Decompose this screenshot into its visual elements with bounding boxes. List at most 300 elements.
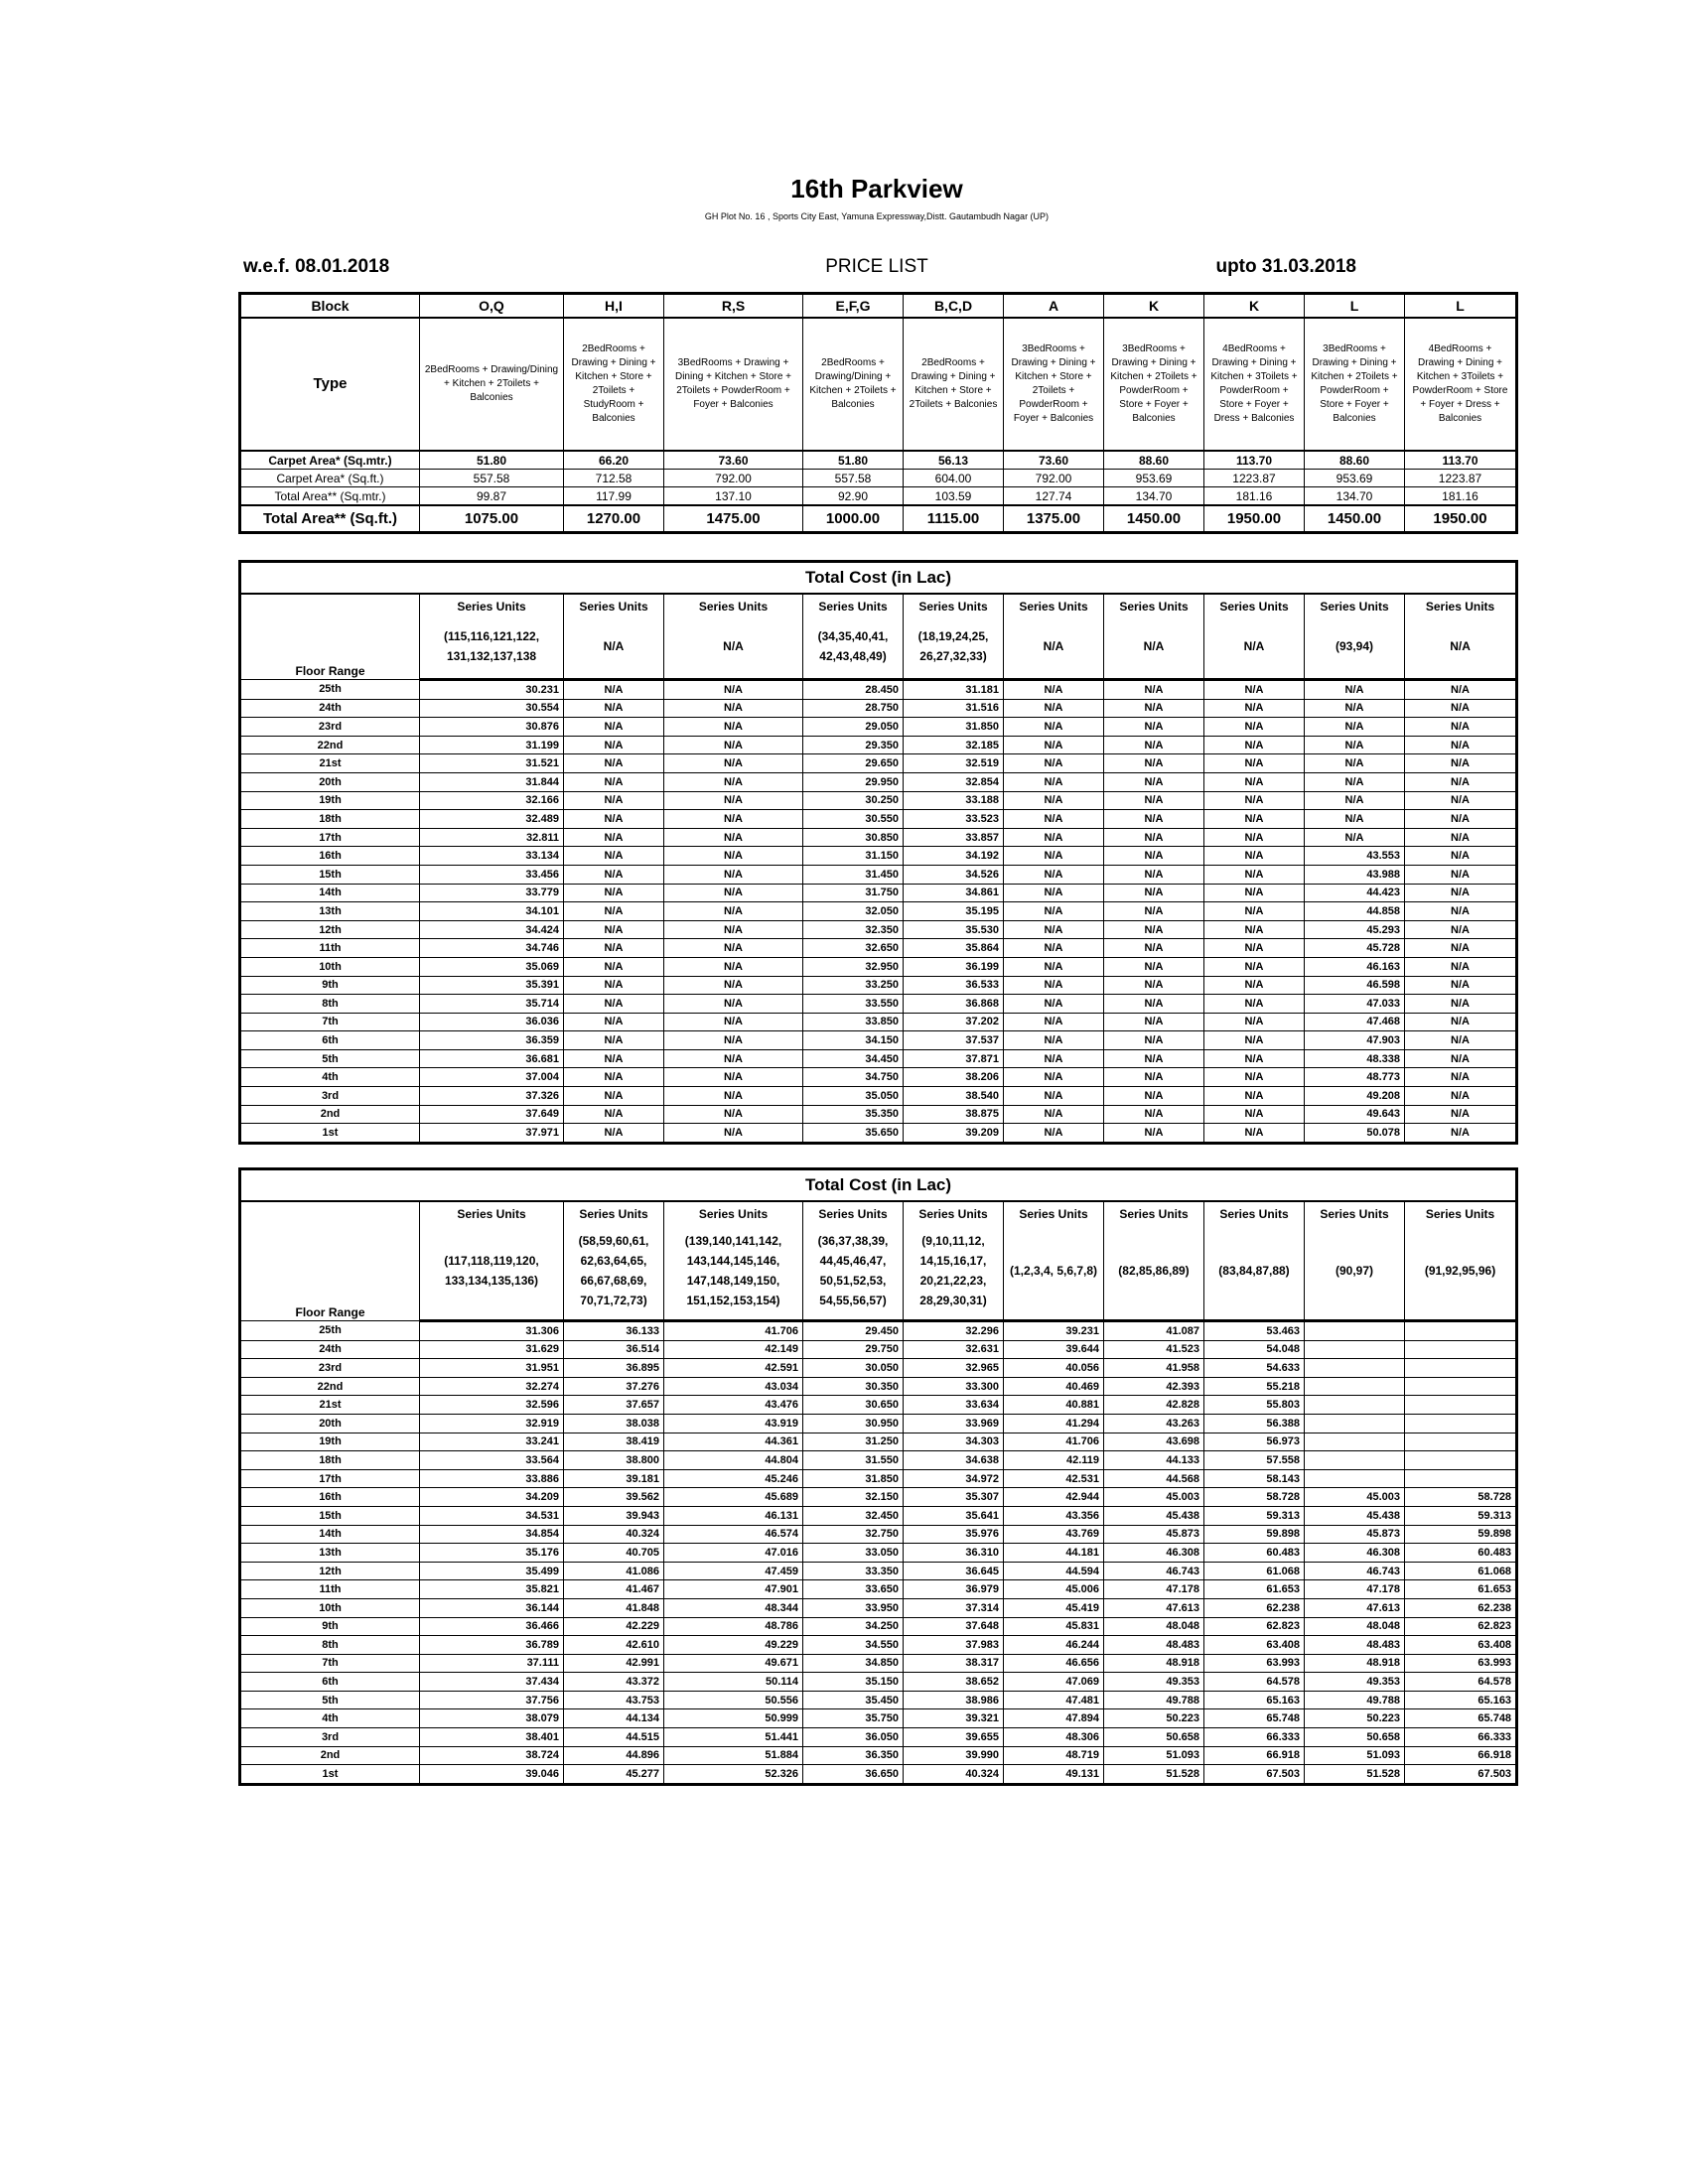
cost-value: 36.681 (420, 1049, 564, 1068)
cost-value: N/A (1004, 754, 1104, 773)
cost-value: 38.079 (420, 1709, 564, 1728)
total-area-value: 1375.00 (1004, 505, 1104, 533)
cost-value: 48.483 (1305, 1636, 1405, 1655)
cost-value: N/A (564, 828, 664, 847)
cost-value: 37.971 (420, 1124, 564, 1144)
cost-value: N/A (1405, 1068, 1517, 1087)
table-row (240, 828, 1517, 847)
floor-label: 9th (240, 976, 420, 995)
cost-value: 47.069 (1004, 1673, 1104, 1692)
cost-value: 61.653 (1204, 1580, 1305, 1599)
cost-value: N/A (1104, 1087, 1204, 1106)
cost-value: 32.489 (420, 810, 564, 829)
table-row (240, 772, 1517, 791)
cost-value: 32.050 (803, 902, 904, 921)
cost-value: N/A (1004, 1049, 1104, 1068)
floor-label: 16th (240, 847, 420, 866)
cost-value: 38.724 (420, 1746, 564, 1765)
cost-value: N/A (564, 847, 664, 866)
cost-value: 37.314 (904, 1598, 1004, 1617)
cost-value: 35.499 (420, 1562, 564, 1580)
cost-value: 46.574 (664, 1525, 803, 1544)
cost-value: 34.531 (420, 1506, 564, 1525)
floor-label: 21st (240, 754, 420, 773)
cost-value: 37.983 (904, 1636, 1004, 1655)
cost-value: N/A (664, 1068, 803, 1087)
floor-label: 8th (240, 1636, 420, 1655)
cost-value: N/A (664, 995, 803, 1014)
cost-value: 32.631 (904, 1340, 1004, 1359)
cost-value: N/A (1305, 736, 1405, 754)
cost-value: 34.250 (803, 1617, 904, 1636)
unit-number-range: (117,118,119,120, 133,134,135,136) (420, 1222, 564, 1321)
floor-label: 16th (240, 1488, 420, 1507)
cost-value: 46.308 (1104, 1544, 1204, 1563)
cost-value: N/A (1204, 995, 1305, 1014)
cost-value: 29.750 (803, 1340, 904, 1359)
cost-value: 34.192 (904, 847, 1004, 866)
cost-value: 49.131 (1004, 1765, 1104, 1785)
total-area-row (240, 505, 1517, 533)
area-value: 792.00 (1004, 470, 1104, 487)
cost-value: 59.898 (1204, 1525, 1305, 1544)
cost-value: 36.645 (904, 1562, 1004, 1580)
cost-value: 35.150 (803, 1673, 904, 1692)
series-units-label: Series Units (1004, 594, 1104, 614)
cost-caption-row (240, 562, 1517, 595)
block-header: A (1004, 294, 1104, 319)
cost-value: 34.150 (803, 1031, 904, 1050)
cost-value: 37.276 (564, 1377, 664, 1396)
cost-value: 46.244 (1004, 1636, 1104, 1655)
cost-value: N/A (564, 736, 664, 754)
cost-value: N/A (1204, 920, 1305, 939)
cost-value: 32.750 (803, 1525, 904, 1544)
cost-value: N/A (664, 902, 803, 921)
floor-label: 13th (240, 1544, 420, 1563)
cost-value: N/A (664, 847, 803, 866)
cost-value: 38.800 (564, 1451, 664, 1470)
cost-value: 43.372 (564, 1673, 664, 1692)
cost-value: 37.434 (420, 1673, 564, 1692)
cost-value: 32.519 (904, 754, 1004, 773)
cost-value: N/A (664, 957, 803, 976)
cost-value: 44.515 (564, 1728, 664, 1747)
cost-value: 44.133 (1104, 1451, 1204, 1470)
cost-value: 61.068 (1405, 1562, 1517, 1580)
cost-value: 35.176 (420, 1544, 564, 1563)
cost-value: 33.969 (904, 1414, 1004, 1433)
cost-value: 32.650 (803, 939, 904, 958)
cost-value (1405, 1433, 1517, 1451)
cost-value: 32.296 (904, 1321, 1004, 1341)
cost-value: 45.419 (1004, 1598, 1104, 1617)
cost-value: N/A (1104, 699, 1204, 718)
cost-value: 39.562 (564, 1488, 664, 1507)
cost-value: N/A (664, 810, 803, 829)
cost-value: 30.876 (420, 718, 564, 737)
cost-value: N/A (1104, 1068, 1204, 1087)
cost-value: 33.634 (904, 1396, 1004, 1415)
table-row (240, 1728, 1517, 1747)
table-row (240, 1544, 1517, 1563)
cost-value: 34.854 (420, 1525, 564, 1544)
cost-value: 55.218 (1204, 1377, 1305, 1396)
total-area-value: 1475.00 (664, 505, 803, 533)
cost-value: 42.393 (1104, 1377, 1204, 1396)
cost-value: 56.388 (1204, 1414, 1305, 1433)
cost-value: N/A (1305, 680, 1405, 700)
cost-value: 38.038 (564, 1414, 664, 1433)
cost-value: N/A (1405, 754, 1517, 773)
cost-value: 41.086 (564, 1562, 664, 1580)
cost-value: 50.556 (664, 1691, 803, 1709)
series-units-label: Series Units (1405, 594, 1517, 614)
cost-value: 36.466 (420, 1617, 564, 1636)
cost-value: N/A (1104, 1124, 1204, 1144)
cost-value: N/A (1405, 791, 1517, 810)
cost-value: 60.483 (1204, 1544, 1305, 1563)
area-value: 127.74 (1004, 487, 1104, 506)
cost-value: N/A (564, 865, 664, 884)
table-row (240, 1013, 1517, 1031)
cost-value: 31.951 (420, 1359, 564, 1378)
cost-value: 37.649 (420, 1105, 564, 1124)
cost-value: 33.950 (803, 1598, 904, 1617)
cost-value: N/A (1405, 847, 1517, 866)
table-row (240, 1617, 1517, 1636)
floor-label: 22nd (240, 736, 420, 754)
series-units-label: Series Units (803, 594, 904, 614)
block-header: L (1305, 294, 1405, 319)
area-value: 56.13 (904, 451, 1004, 470)
area-value: 604.00 (904, 470, 1004, 487)
cost-value: 36.050 (803, 1728, 904, 1747)
cost-value: 33.241 (420, 1433, 564, 1451)
cost-value: N/A (564, 976, 664, 995)
cost-value: N/A (1405, 680, 1517, 700)
unit-type-description: 2BedRooms + Drawing + Dining + Kitchen + Store + 2Toilets + Balconies (904, 318, 1004, 451)
cost-value: 28.750 (803, 699, 904, 718)
cost-value: 64.578 (1204, 1673, 1305, 1692)
table-row (240, 810, 1517, 829)
cost-value: 42.119 (1004, 1451, 1104, 1470)
area-value: 88.60 (1104, 451, 1204, 470)
cost-value (1405, 1469, 1517, 1488)
series-units-row (240, 594, 1517, 614)
cost-value: N/A (664, 865, 803, 884)
floor-label: 10th (240, 1598, 420, 1617)
unit-number-range: (36,37,38,39, 44,45,46,47, 50,51,52,53, 54,55,56,57) (803, 1222, 904, 1321)
table-row (240, 1488, 1517, 1507)
cost-value: 50.114 (664, 1673, 803, 1692)
floor-label: 5th (240, 1049, 420, 1068)
cost-value: 30.231 (420, 680, 564, 700)
block-header: R,S (664, 294, 803, 319)
cost-value: N/A (564, 939, 664, 958)
cost-value: 37.004 (420, 1068, 564, 1087)
cost-value: N/A (664, 1105, 803, 1124)
cost-value: 49.229 (664, 1636, 803, 1655)
cost-value: 32.965 (904, 1359, 1004, 1378)
cost-value: 51.884 (664, 1746, 803, 1765)
cost-value: 62.823 (1405, 1617, 1517, 1636)
total-cost-table-2 (238, 1167, 1518, 1786)
area-value: 134.70 (1305, 487, 1405, 506)
area-label: Carpet Area* (Sq.mtr.) (240, 451, 420, 470)
cost-value: 51.441 (664, 1728, 803, 1747)
unit-number-range: (115,116,121,122, 131,132,137,138 (420, 614, 564, 680)
area-value: 113.70 (1204, 451, 1305, 470)
cost-value: 39.046 (420, 1765, 564, 1785)
cost-value: 40.324 (564, 1525, 664, 1544)
cost-value: N/A (664, 699, 803, 718)
cost-value: N/A (1004, 828, 1104, 847)
table-row (240, 1396, 1517, 1415)
unit-number-range: (18,19,24,25, 26,27,32,33) (904, 614, 1004, 680)
cost-value: 39.321 (904, 1709, 1004, 1728)
cost-value: N/A (1004, 1087, 1104, 1106)
cost-value: 59.313 (1405, 1506, 1517, 1525)
cost-value: 49.353 (1305, 1673, 1405, 1692)
unit-type-description: 3BedRooms + Drawing + Dining + Kitchen + Store + 2Toilets + PowderRoom + Foyer + Balconies (664, 318, 803, 451)
cost-value: 60.483 (1405, 1544, 1517, 1563)
cost-value: 31.521 (420, 754, 564, 773)
cost-value: N/A (1004, 699, 1104, 718)
cost-value: N/A (564, 1124, 664, 1144)
cost-value: 37.202 (904, 1013, 1004, 1031)
cost-value: 46.308 (1305, 1544, 1405, 1563)
cost-value: 43.034 (664, 1377, 803, 1396)
cost-value: 38.875 (904, 1105, 1004, 1124)
cost-value: N/A (1004, 1031, 1104, 1050)
series-units-label: Series Units (904, 1201, 1004, 1222)
table-row (240, 1636, 1517, 1655)
cost-value: N/A (1104, 902, 1204, 921)
cost-value: 45.293 (1305, 920, 1405, 939)
area-value: 99.87 (420, 487, 564, 506)
cost-value: 66.333 (1405, 1728, 1517, 1747)
cost-value: 41.706 (664, 1321, 803, 1341)
cost-value: 31.850 (803, 1469, 904, 1488)
floor-label: 2nd (240, 1746, 420, 1765)
cost-value: 36.979 (904, 1580, 1004, 1599)
cost-value: 50.223 (1305, 1709, 1405, 1728)
table-row (240, 920, 1517, 939)
cost-value: 30.850 (803, 828, 904, 847)
cost-value: N/A (1204, 957, 1305, 976)
cost-value: 50.658 (1104, 1728, 1204, 1747)
cost-value: N/A (664, 791, 803, 810)
cost-value: 38.317 (904, 1654, 1004, 1673)
cost-value: N/A (564, 772, 664, 791)
cost-value: 42.229 (564, 1617, 664, 1636)
cost-value: 44.568 (1104, 1469, 1204, 1488)
table-row (240, 718, 1517, 737)
cost-value: 48.338 (1305, 1049, 1405, 1068)
cost-value: 31.306 (420, 1321, 564, 1341)
cost-value: N/A (664, 828, 803, 847)
cost-value: 51.528 (1305, 1765, 1405, 1785)
cost-value: 48.048 (1305, 1617, 1405, 1636)
cost-value: 39.990 (904, 1746, 1004, 1765)
cost-value: 35.650 (803, 1124, 904, 1144)
cost-value (1305, 1433, 1405, 1451)
cost-value: N/A (1305, 810, 1405, 829)
cost-value: N/A (1405, 736, 1517, 754)
cost-value: 48.719 (1004, 1746, 1104, 1765)
cost-value: 36.895 (564, 1359, 664, 1378)
cost-value: 45.003 (1104, 1488, 1204, 1507)
cost-value (1305, 1451, 1405, 1470)
cost-value: 62.823 (1204, 1617, 1305, 1636)
cost-value: 32.854 (904, 772, 1004, 791)
table-row (240, 1654, 1517, 1673)
total-area-value: 1950.00 (1204, 505, 1305, 533)
cost-value: 50.078 (1305, 1124, 1405, 1144)
cost-value: 53.463 (1204, 1321, 1305, 1341)
series-units-label: Series Units (420, 1201, 564, 1222)
floor-label: 15th (240, 865, 420, 884)
cost-value: 42.531 (1004, 1469, 1104, 1488)
cost-value: 45.728 (1305, 939, 1405, 958)
series-units-label: Series Units (564, 1201, 664, 1222)
cost-value: 31.516 (904, 699, 1004, 718)
cost-value: 34.746 (420, 939, 564, 958)
block-header: B,C,D (904, 294, 1004, 319)
cost-value: 48.918 (1305, 1654, 1405, 1673)
unit-number-range: N/A (564, 614, 664, 680)
cost-value: 33.857 (904, 828, 1004, 847)
area-value: 953.69 (1104, 470, 1204, 487)
cost-value: N/A (664, 680, 803, 700)
cost-value: 38.540 (904, 1087, 1004, 1106)
cost-value: 67.503 (1204, 1765, 1305, 1785)
cost-value: 34.450 (803, 1049, 904, 1068)
table-row (240, 1049, 1517, 1068)
cost-value: 30.250 (803, 791, 904, 810)
cost-value: 47.178 (1104, 1580, 1204, 1599)
cost-value: 33.300 (904, 1377, 1004, 1396)
cost-value: 50.999 (664, 1709, 803, 1728)
cost-value: N/A (1104, 810, 1204, 829)
cost-value: N/A (1204, 1087, 1305, 1106)
cost-value: N/A (1104, 680, 1204, 700)
block-row (240, 294, 1517, 319)
cost-value: 31.450 (803, 865, 904, 884)
unit-type-description: 3BedRooms + Drawing + Dining + Kitchen + Store + 2Toilets + PowderRoom + Foyer + Balconies (1004, 318, 1104, 451)
cost-value: N/A (1405, 1049, 1517, 1068)
area-value: 792.00 (664, 470, 803, 487)
block-header: E,F,G (803, 294, 904, 319)
cost-value: N/A (1104, 828, 1204, 847)
cost-value: N/A (1204, 1124, 1305, 1144)
cost-value: 33.850 (803, 1013, 904, 1031)
unit-number-range: N/A (664, 614, 803, 680)
cost-value: 63.408 (1405, 1636, 1517, 1655)
cost-value: N/A (1204, 680, 1305, 700)
table-row (240, 957, 1517, 976)
cost-value: N/A (1204, 1049, 1305, 1068)
cost-value: 29.350 (803, 736, 904, 754)
block-header: K (1104, 294, 1204, 319)
cost-value: N/A (1104, 920, 1204, 939)
type-label: Type (240, 318, 420, 451)
cost-value: 46.131 (664, 1506, 803, 1525)
series-units-label: Series Units (1004, 1201, 1104, 1222)
cost-value (1405, 1377, 1517, 1396)
cost-value: N/A (1204, 847, 1305, 866)
cost-value: 42.610 (564, 1636, 664, 1655)
cost-value: N/A (1104, 1013, 1204, 1031)
cost-value: N/A (1405, 865, 1517, 884)
table-row (240, 736, 1517, 754)
unit-type-description: 3BedRooms + Drawing + Dining + Kitchen + 2Toilets + PowderRoom + Store + Foyer + Balconies (1305, 318, 1405, 451)
cost-value: 47.459 (664, 1562, 803, 1580)
cost-value: 34.750 (803, 1068, 904, 1087)
cost-value: N/A (1305, 699, 1405, 718)
cost-value: 45.873 (1305, 1525, 1405, 1544)
cost-value: N/A (1004, 976, 1104, 995)
total-area-value: 1270.00 (564, 505, 664, 533)
cost-value: N/A (1405, 699, 1517, 718)
cost-value: 47.033 (1305, 995, 1405, 1014)
cost-value: N/A (1204, 718, 1305, 737)
total-area-value: 1075.00 (420, 505, 564, 533)
cost-value: 35.307 (904, 1488, 1004, 1507)
cost-value: 65.748 (1204, 1709, 1305, 1728)
floor-label: 6th (240, 1673, 420, 1692)
cost-value: 40.705 (564, 1544, 664, 1563)
cost-value: 44.134 (564, 1709, 664, 1728)
cost-value: 33.564 (420, 1451, 564, 1470)
cost-value: N/A (1004, 920, 1104, 939)
area-label: Total Area** (Sq.mtr.) (240, 487, 420, 506)
cost-value: 45.277 (564, 1765, 664, 1785)
cost-value: N/A (564, 884, 664, 902)
floor-label: 22nd (240, 1377, 420, 1396)
floor-label: 14th (240, 884, 420, 902)
unit-number-range: (83,84,87,88) (1204, 1222, 1305, 1321)
cost-value: 37.871 (904, 1049, 1004, 1068)
cost-value: N/A (1004, 1068, 1104, 1087)
area-row (240, 451, 1517, 470)
floor-label: 24th (240, 699, 420, 718)
cost-value (1305, 1377, 1405, 1396)
cost-value: N/A (1104, 847, 1204, 866)
area-value: 181.16 (1405, 487, 1517, 506)
cost-value (1405, 1340, 1517, 1359)
cost-value: 65.163 (1405, 1691, 1517, 1709)
unit-number-range: (93,94) (1305, 614, 1405, 680)
cost-value: 34.550 (803, 1636, 904, 1655)
cost-value: N/A (1405, 957, 1517, 976)
cost-value: N/A (564, 680, 664, 700)
cost-value: N/A (564, 791, 664, 810)
cost-value: N/A (1405, 718, 1517, 737)
cost-value: N/A (564, 1013, 664, 1031)
cost-value: N/A (564, 810, 664, 829)
cost-value: N/A (664, 1049, 803, 1068)
block-label: Block (240, 294, 420, 319)
cost-value: N/A (1004, 884, 1104, 902)
table-row (240, 1673, 1517, 1692)
cost-value: N/A (564, 1105, 664, 1124)
cost-value: N/A (564, 902, 664, 921)
unit-type-description: 4BedRooms + Drawing + Dining + Kitchen + 3Toilets + PowderRoom + Store + Foyer + Dress + Balconies (1405, 318, 1517, 451)
cost-value: N/A (664, 1031, 803, 1050)
cost-value: 28.450 (803, 680, 904, 700)
